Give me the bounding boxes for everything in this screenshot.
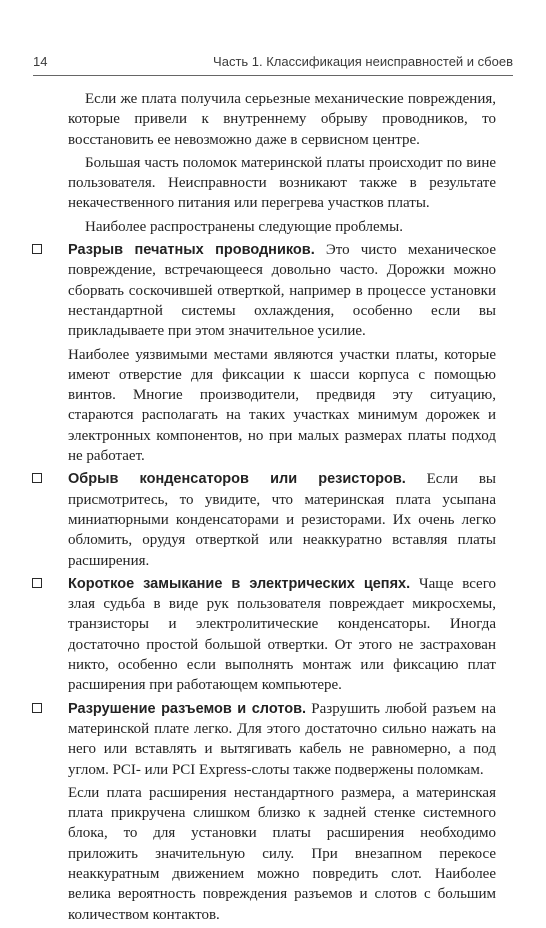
paragraph: Если же плата получила серьезные механические повреждения, которые привели к внутреннему обрыву проводников, то восстановить ее невозможно даже в сервисном центре.	[68, 91, 496, 148]
checkbox-bullet-icon	[32, 244, 42, 254]
list-item-text	[68, 469, 496, 570]
list-item-text	[68, 699, 496, 780]
list-item-description: Это чисто механическое повреждение, встречающееся довольно часто. Дорожки можно сборвать соскочившей отверткой, например в процессе установки нестандартной системы охлаждения, особенно если вы прикладываете при этом значительное усилие.	[68, 242, 496, 340]
header-rule	[33, 75, 513, 76]
page-number: 14	[33, 54, 48, 69]
checkbox-bullet-icon	[32, 703, 42, 713]
paragraph: Большая часть поломок материнской платы происходит по вине пользователя. Неисправности возникают также в результате некачественного питания или перегрева участков платы.	[68, 154, 496, 212]
running-title: Часть 1. Классификация неисправностей и сбоев	[213, 54, 513, 69]
list-item-description: Чаще всего злая судьба в виде рук пользователя повреждает микросхемы, транзисторы и электролитические конденсаторы. Иногда достаточно простой большой отвертки. От этого не застрахован никто, особенно если выполнять монтаж или фиксацию плат расширения при работающем компьютере.	[68, 575, 496, 694]
paragraph: Наиболее распространены следующие проблемы.	[85, 218, 403, 235]
checkbox-bullet-icon	[32, 473, 42, 483]
body-text	[68, 89, 496, 928]
list-item-term: Разрушение разъемов и слотов.	[68, 700, 307, 717]
page-header	[33, 46, 513, 70]
list-item-text	[68, 240, 496, 341]
list-item-description: Разрушить любой разъем на материнской плате легко. Для этого достаточно сильно нажать на него или вставлять и вытягивать кабель не равномерно, а под углом. PCI- или PCI Express-слоты также подвержены поломкам.	[68, 700, 496, 778]
checkbox-bullet-icon	[32, 578, 42, 588]
list-item-term: Разрыв печатных проводников.	[68, 242, 315, 259]
list-item	[68, 699, 496, 925]
list-item-text	[68, 574, 496, 696]
list-item-term: Обрыв конденсаторов или резисторов.	[68, 471, 406, 488]
list-item-description: Если вы присмотритесь, то увидите, что материнская плата усыпана миниатюрными конденсаторами и резисторами. Их очень легко обломить, орудуя отверткой или неаккуратно вставляя платы расширения.	[68, 471, 496, 569]
list-item-extra: Если плата расширения нестандартного размера, а материнская плата прикручена слишком близко к задней стенке системного блока, то для установки платы расширения необходимо приложить значительную силу. При внезапном перекосе неаккуратным движением можно повредить слот. Наиболее велика вероятность повреждения разъемов и слотов с большим количеством контактов.	[68, 784, 496, 923]
list-item-term: Короткое замыкание в электрических цепях.	[68, 575, 411, 592]
list-item-extra: Наиболее уязвимыми местами являются участки платы, которые имеют отверстие для фиксации к шасси корпуса с помощью винтов. Многие производители, предвидя эту ситуацию, стараются располагать на таких участках минимум дорожек и электронных компонентов, но при малых размерах платы подход не работает.	[68, 346, 496, 465]
list-item	[68, 469, 496, 570]
list-item	[68, 240, 496, 466]
list-item	[68, 574, 496, 696]
